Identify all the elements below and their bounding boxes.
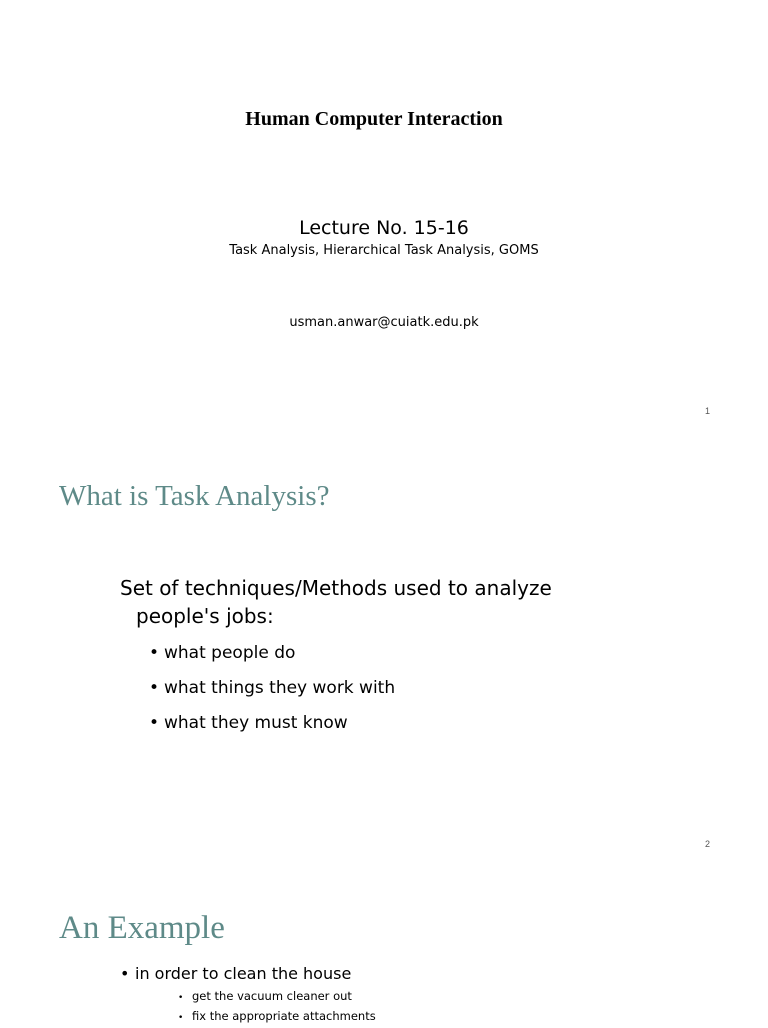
author-email: usman.anwar@cuiatk.edu.pk: [289, 315, 479, 330]
list-item: [149, 640, 395, 675]
slide-2: [0, 433, 768, 866]
list-item: [120, 964, 351, 983]
bullet-icon: •: [149, 713, 160, 733]
list-item-text: fix the appropriate attachments: [192, 1009, 376, 1023]
intro-text: [120, 574, 552, 630]
bullet-list: [149, 640, 395, 745]
bullet-icon: •: [178, 1013, 184, 1023]
bullet-icon: •: [178, 993, 184, 1003]
list-item: [178, 988, 376, 1008]
list-item: [149, 675, 395, 710]
bullet-icon: •: [149, 678, 160, 698]
list-item-text: what people do: [164, 643, 296, 663]
list-item-text: what they must know: [164, 713, 348, 733]
list-item: [149, 710, 395, 745]
slide-1: [0, 0, 768, 433]
list-item-text: get the vacuum cleaner out: [192, 989, 352, 1003]
slide-3: [0, 866, 768, 1024]
lecture-subtitle: Task Analysis, Hierarchical Task Analysis, GOMS: [229, 243, 539, 258]
page-number: 2: [704, 839, 710, 849]
slide-heading: What is Task Analysis?: [59, 480, 330, 512]
page-number: 1: [704, 406, 710, 416]
list-item: [178, 1008, 376, 1028]
list-item-text: what things they work with: [164, 678, 396, 698]
list-item-text: in order to clean the house: [135, 964, 352, 983]
intro-line-1: Set of techniques/Methods used to analyze: [120, 576, 552, 600]
intro-line-2: people's jobs:: [136, 604, 274, 628]
bullet-icon: •: [120, 964, 130, 983]
lecture-number: Lecture No. 15-16: [299, 217, 469, 239]
slide-title: Human Computer Interaction: [245, 108, 503, 130]
slide-heading: An Example: [59, 910, 225, 946]
sub-bullet-list: [178, 988, 376, 1028]
bullet-icon: •: [149, 643, 160, 663]
